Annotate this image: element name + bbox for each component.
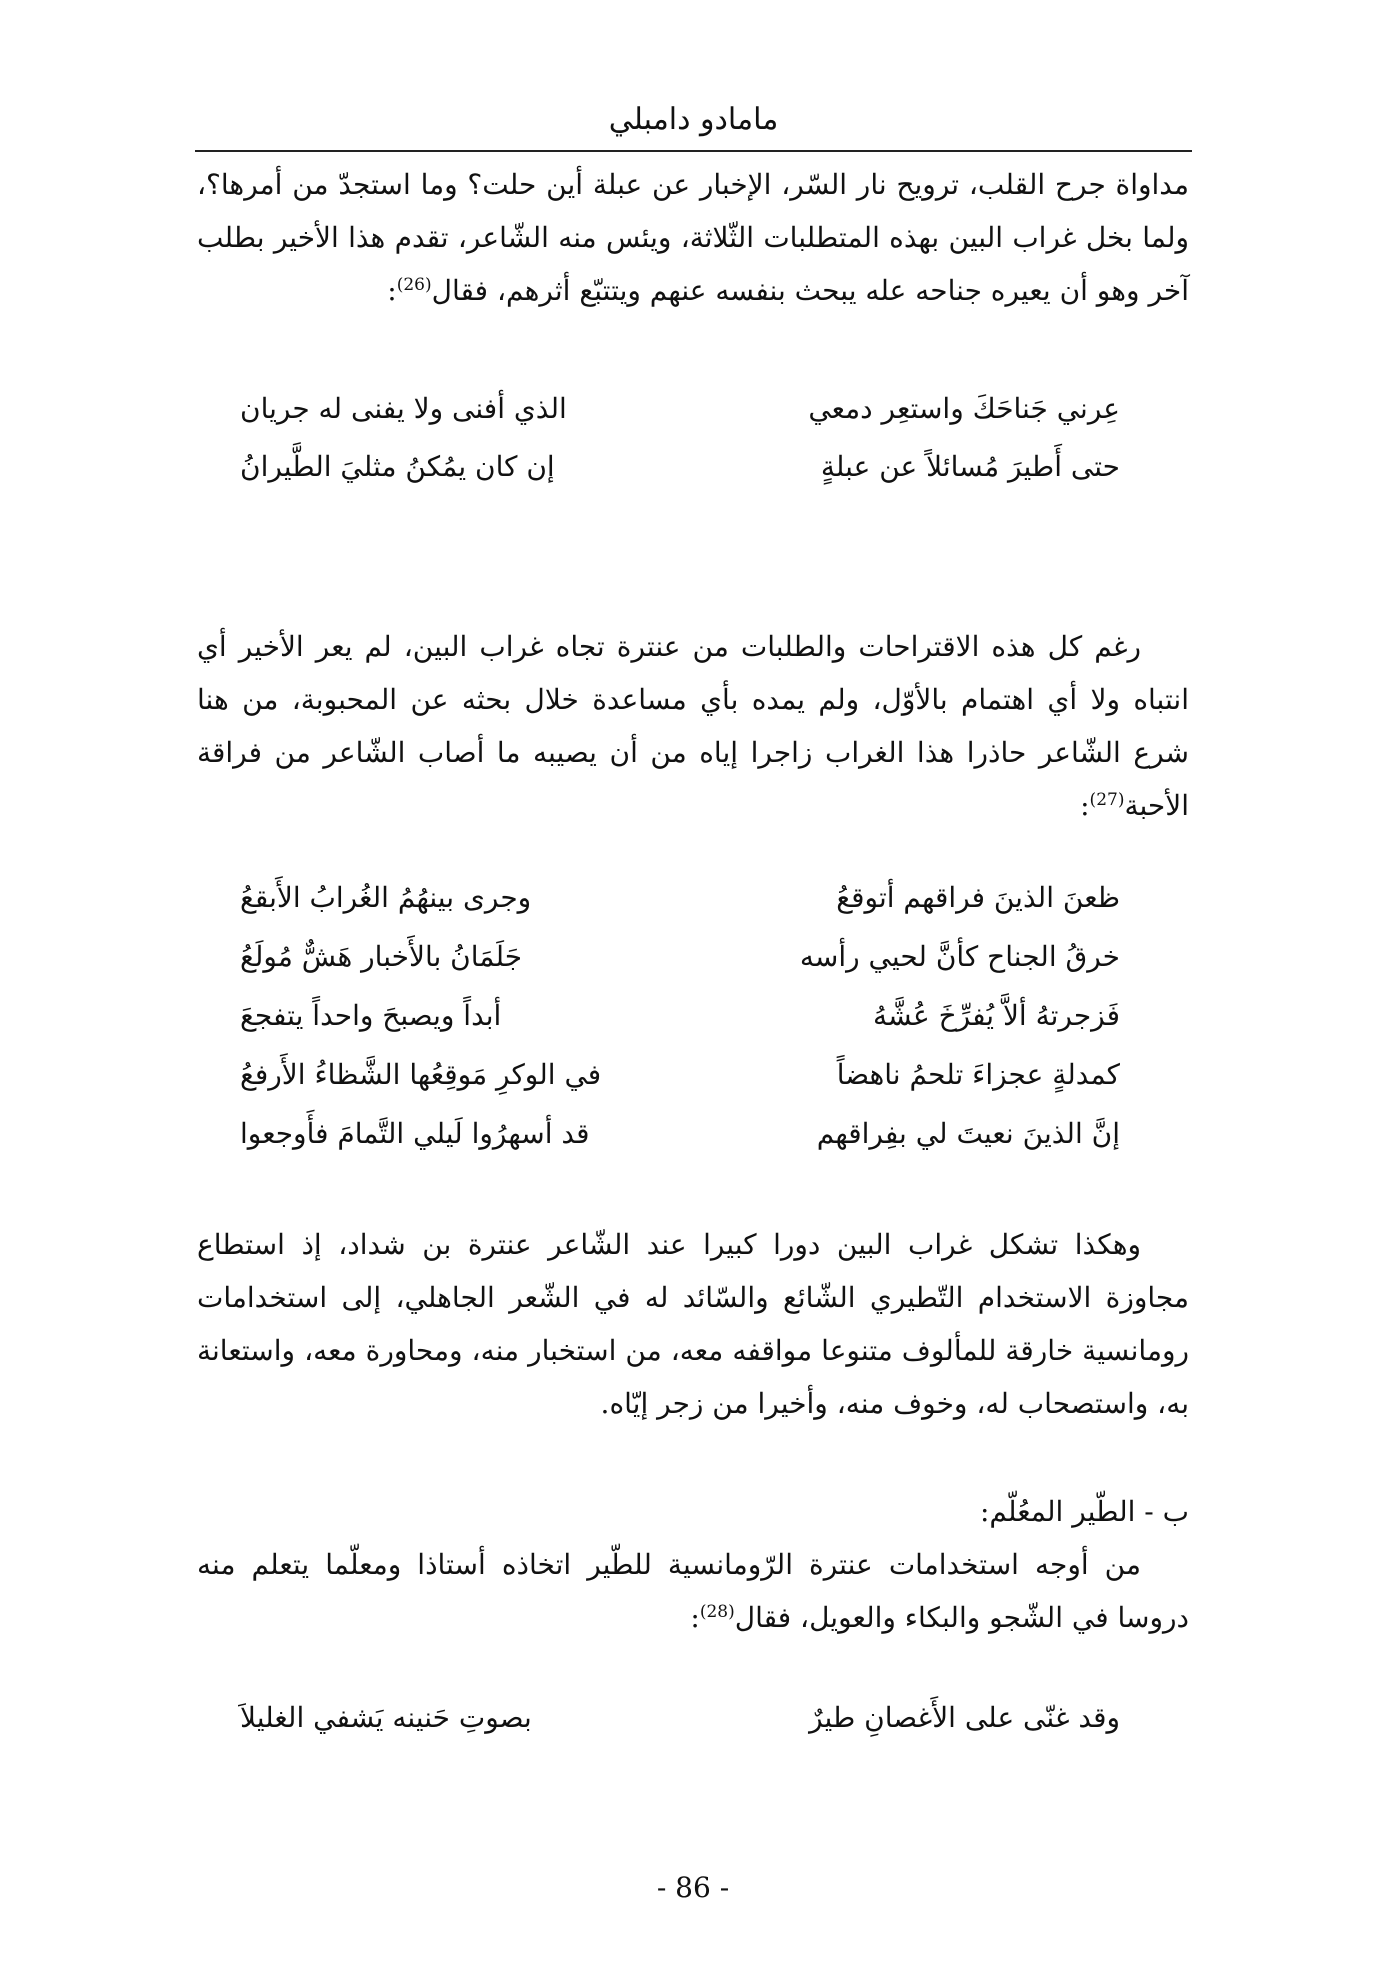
verse-first-hemistich: فَزجرتهُ ألاَّ يُفرِّخَ عُشَّهُ xyxy=(872,999,1120,1032)
verse-line xyxy=(240,1104,1120,1163)
paragraph-4 xyxy=(197,1538,1189,1644)
footnote-ref-27[interactable]: (27) xyxy=(1089,790,1125,810)
paragraph-1 xyxy=(197,158,1189,317)
verse-second-hemistich: الذي أفنى ولا يفنى له جريان xyxy=(240,392,567,425)
verse-second-hemistich: إن كان يمُكنُ مثليَ الطَّيرانُ xyxy=(240,450,555,483)
footnote-ref-28[interactable]: (28) xyxy=(699,1602,735,1622)
verse-second-hemistich: جَلَمَانُ بالأَخبار هَشٌّ مُولَعُ xyxy=(240,940,523,973)
verse-second-hemistich: وجرى بينهُمُ الغُرابُ الأَبقعُ xyxy=(240,881,532,914)
verse-line xyxy=(240,1688,1120,1748)
paragraph-3 xyxy=(197,1218,1189,1430)
verse-first-hemistich: عِرني جَناحَكَ واستعِر دمعي xyxy=(808,392,1120,425)
poem-2 xyxy=(240,868,1120,1163)
poem-1 xyxy=(240,380,1120,496)
verse-line xyxy=(240,927,1120,986)
verse-second-hemistich: قد أسهرُوا لَيلي التَّمامَ فأَوجعوا xyxy=(240,1117,590,1150)
paragraph-2 xyxy=(197,620,1189,832)
section-subheading xyxy=(197,1485,1189,1538)
page-number: - 86 - xyxy=(656,1871,730,1904)
verse-line xyxy=(240,986,1120,1045)
verse-first-hemistich: حتى أَطيرَ مُسائلاً عن عبلةٍ xyxy=(820,450,1120,483)
header-rule xyxy=(195,150,1192,152)
verse-line xyxy=(240,380,1120,438)
paragraph-4-text: من أوجه استخدامات عنترة الرّومانسية للطّير اتخاذه أستاذا ومعلّما يتعلم منه دروسا في الشّجو والبكاء والعويل، فقال xyxy=(197,1548,1189,1634)
verse-line xyxy=(240,438,1120,496)
paragraph-3-text: وهكذا تشكل غراب البين دورا كبيرا عند الشّاعر عنترة بن شداد، إذ استطاع مجاوزة الاستخدام التّطيري الشّائع والسّائد له في الشّعر الجاهلي، إلى استخدامات رومانسية خارقة للمألوف متنوعا مواقفه معه، من استخبار منه، ومحاورة معه، واستعانة به، واستصحاب له، وخوف منه، وأخيرا من زجر إيّاه. xyxy=(197,1228,1189,1420)
verse-first-hemistich: إنَّ الذينَ نعيتَ لي بفِراقهم xyxy=(816,1117,1120,1150)
paragraph-2-colon: : xyxy=(1080,789,1090,822)
verse-first-hemistich: كمدلةٍ عجزاءَ تلحمُ ناهضاً xyxy=(836,1058,1120,1091)
verse-first-hemistich: خرقُ الجناح كأنَّ لحيي رأسه xyxy=(799,940,1120,973)
paragraph-4-colon: : xyxy=(690,1601,700,1634)
verse-second-hemistich: في الوكرِ مَوقِعُها الشَّظاءُ الأَرفعُ xyxy=(240,1058,602,1091)
paragraph-2-text: رغم كل هذه الاقتراحات والطلبات من عنترة تجاه غراب البين، لم يعر الأخير أي انتباه ولا أي اهتمام بالأوّل، ولم يمده بأي مساعدة خلال بحثه عن المحبوبة، من هنا شرع الشّاعر حاذرا هذا الغراب زاجرا إياه من أن يصيبه ما أصاب الشّاعر من فراقة الأحبة xyxy=(197,630,1189,822)
footnote-ref-26[interactable]: (26) xyxy=(396,275,432,295)
verse-first-hemistich: ظعنَ الذينَ فراقهم أتوقعُ xyxy=(836,881,1120,914)
verse-first-hemistich: وقد غنّى على الأَغصانِ طيرٌ xyxy=(809,1701,1120,1734)
paragraph-1-colon: : xyxy=(387,274,397,307)
paragraph-1-text: مداواة جرح القلب، ترويح نار السّر، الإخبار عن عبلة أين حلت؟ وما استجدّ من أمرها؟، ولما بخل غراب البين بهذه المتطلبات الثّلاثة، ويئس منه الشّاعر، تقدم هذا الأخير بطلب آخر وهو أن يعيره جناحه عله يبحث بنفسه عنهم ويتتبّع أثرهم، فقال xyxy=(197,168,1189,307)
verse-line xyxy=(240,868,1120,927)
poem-3 xyxy=(240,1688,1120,1748)
running-header: مامادو دامبلي xyxy=(608,102,779,137)
verse-line xyxy=(240,1045,1120,1104)
verse-second-hemistich: بصوتِ حَنينه يَشفي الغليلاَ xyxy=(240,1701,532,1734)
verse-second-hemistich: أبداً ويصبحَ واحداً يتفجعَ xyxy=(240,999,502,1032)
subheading-text: ب - الطّير المعُلّم: xyxy=(979,1495,1189,1528)
